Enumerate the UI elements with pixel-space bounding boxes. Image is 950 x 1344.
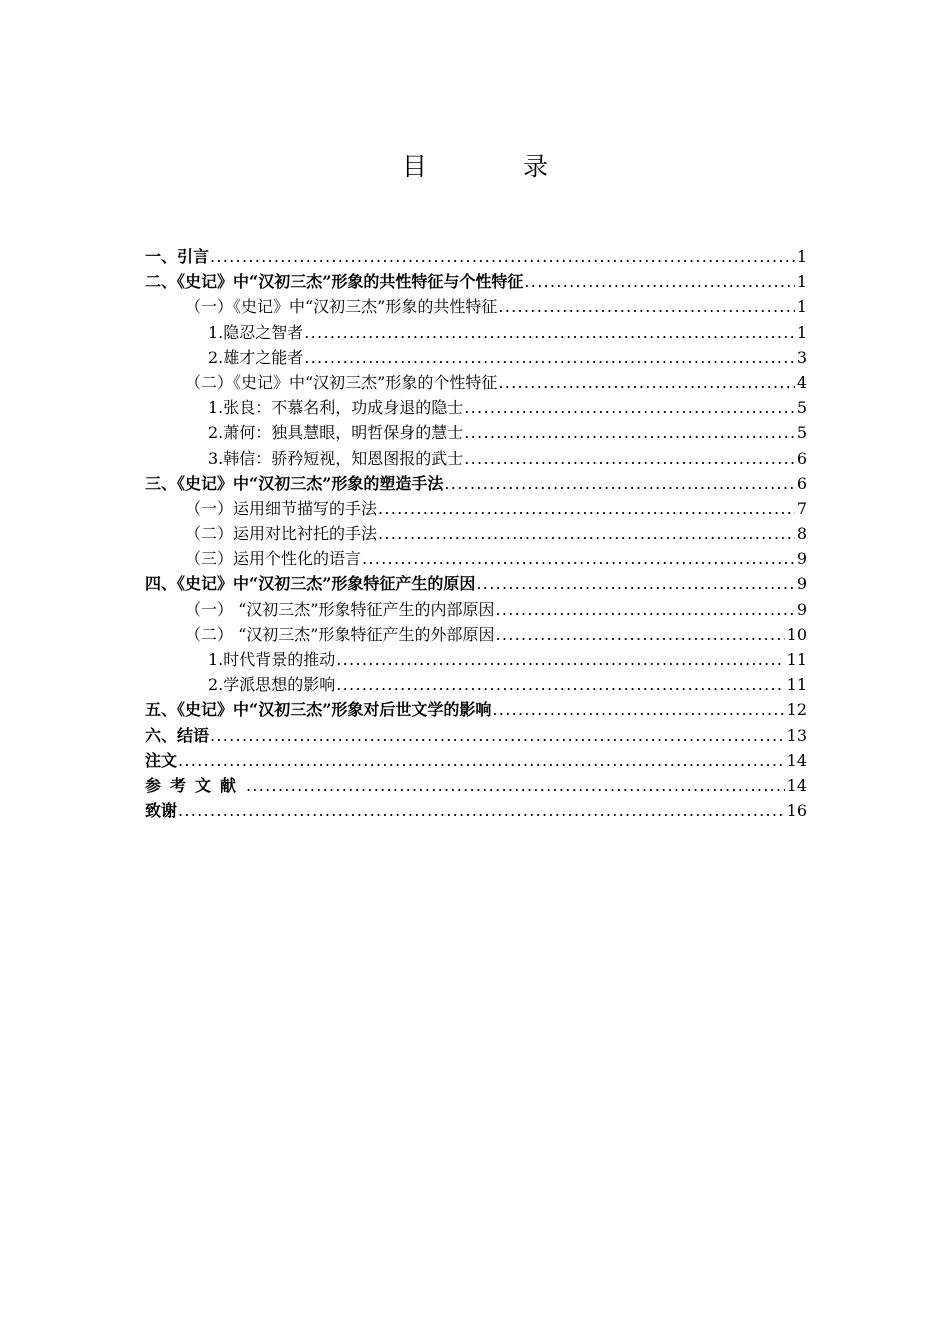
toc-page-number: 1 [796,247,807,266]
toc-entry[interactable] [145,269,807,294]
toc-entry[interactable] [145,471,807,496]
toc-entry-text: 二、《史记》中“汉初三杰”形象的共性特征与个性特征 [145,272,524,292]
toc-leader-dots [210,723,785,748]
toc-entry-text: 3.韩信：骄矜短视，知恩图报的武士 [208,448,464,468]
toc-entry[interactable] [145,647,807,672]
toc-entry-text: 六、结语 [145,725,210,745]
toc-page-number: 16 [786,801,807,821]
toc-entry-text: （三）运用个性化的语言 [185,549,362,569]
toc-leader-dots [304,320,795,345]
toc-leader-dots [378,496,795,521]
toc-entry[interactable] [145,697,807,722]
toc-entry[interactable] [145,546,807,571]
toc-page-number: 9 [796,599,807,619]
toc-page-number: 14 [786,750,807,770]
toc-page-number: 1 [796,272,807,292]
toc-entry-text: 1.隐忍之智者 [208,322,304,342]
toc-entry-text: 一、引言 [145,247,210,266]
toc-entry[interactable] [145,294,807,319]
toc-entry-text: 2.学派思想的影响 [208,675,336,695]
toc-page-number: 11 [786,675,807,695]
toc-entry[interactable] [145,597,807,622]
toc-leader-dots [178,748,785,773]
toc-page-number: 12 [786,700,807,720]
toc-entry-text: 2.萧何：独具慧眼，明哲保身的慧士 [208,423,464,443]
toc-entry[interactable] [145,798,807,823]
toc-entry-text: （一） “汉初三杰”形象特征产生的内部原因 [185,599,495,619]
toc-page-number: 13 [786,725,807,745]
toc-entry-text: （二） “汉初三杰”形象特征产生的外部原因 [185,624,495,644]
toc-leader-dots [495,622,784,647]
toc-page-number: 11 [786,650,807,669]
table-of-contents [145,244,807,823]
toc-page-number: 5 [796,398,807,418]
toc-leader-dots [464,395,795,420]
toc-entry-text: 1.张良：不慕名利，功成身退的隐士 [208,398,464,418]
toc-page-number: 1 [796,322,807,342]
toc-page-number: 9 [796,549,807,569]
toc-entry-text: 三、《史记》中“汉初三杰”形象的塑造手法 [145,473,444,493]
toc-page-number: 14 [786,775,807,795]
toc-leader-dots [336,672,784,697]
toc-leader-dots [444,471,794,496]
toc-entry-text: （二）运用对比衬托的手法 [185,524,378,544]
toc-page-number: 8 [796,524,807,544]
toc-entry-text: 致谢 [145,801,178,821]
toc-leader-dots [304,345,795,370]
toc-entry[interactable] [145,723,807,748]
toc-entry[interactable] [145,496,807,521]
toc-page-number: 3 [796,347,807,367]
toc-leader-dots [178,798,785,823]
toc-leader-dots [378,521,795,546]
toc-leader-dots [492,697,784,722]
toc-page-number: 4 [796,372,807,392]
toc-entry[interactable] [145,773,807,798]
toc-leader-dots [210,244,795,269]
toc-entry[interactable] [145,571,807,596]
toc-leader-dots [495,597,794,622]
toc-leader-dots [464,446,795,471]
toc-entry-text: （一）运用细节描写的手法 [185,498,378,518]
toc-entry-text: 注文 [145,750,178,770]
toc-entry-text: 四、《史记》中“汉初三杰”形象特征产生的原因 [145,574,476,594]
toc-entry[interactable] [145,521,807,546]
toc-leader-dots [362,546,795,571]
toc-page-number: 7 [796,498,807,518]
toc-leader-dots [464,420,795,445]
toc-leader-dots [524,269,794,294]
toc-page-number: 1 [796,297,807,317]
toc-leader-dots [336,647,784,672]
toc-leader-dots [498,294,794,319]
toc-title: 目 录 [402,152,592,181]
toc-leader-dots [498,370,794,395]
toc-entry-text: （一）《史记》中“汉初三杰”形象的共性特征 [185,297,498,317]
toc-entry[interactable] [145,672,807,697]
toc-leader-dots [246,773,785,798]
toc-entry-text: （二）《史记》中“汉初三杰”形象的个性特征 [185,372,498,392]
toc-entry[interactable] [145,244,807,269]
toc-page-number: 10 [786,624,807,644]
toc-entry[interactable] [145,395,807,420]
toc-page-number: 5 [796,423,807,443]
toc-entry[interactable] [145,420,807,445]
toc-entry[interactable] [145,345,807,370]
toc-leader-dots [476,571,794,596]
toc-entry[interactable] [145,446,807,471]
toc-page-number: 9 [796,574,807,594]
toc-page-number: 6 [796,448,807,468]
toc-page-number: 6 [796,473,807,493]
toc-entry-text: 五、《史记》中“汉初三杰”形象对后世文学的影响 [145,700,492,720]
toc-entry[interactable] [145,622,807,647]
toc-entry[interactable] [145,748,807,773]
toc-entry[interactable] [145,320,807,345]
toc-entry-text: 1.时代背景的推动 [208,650,336,669]
toc-entry-text: 参考文献 [145,775,246,795]
toc-entry[interactable] [145,370,807,395]
toc-entry-text: 2.雄才之能者 [208,347,304,367]
